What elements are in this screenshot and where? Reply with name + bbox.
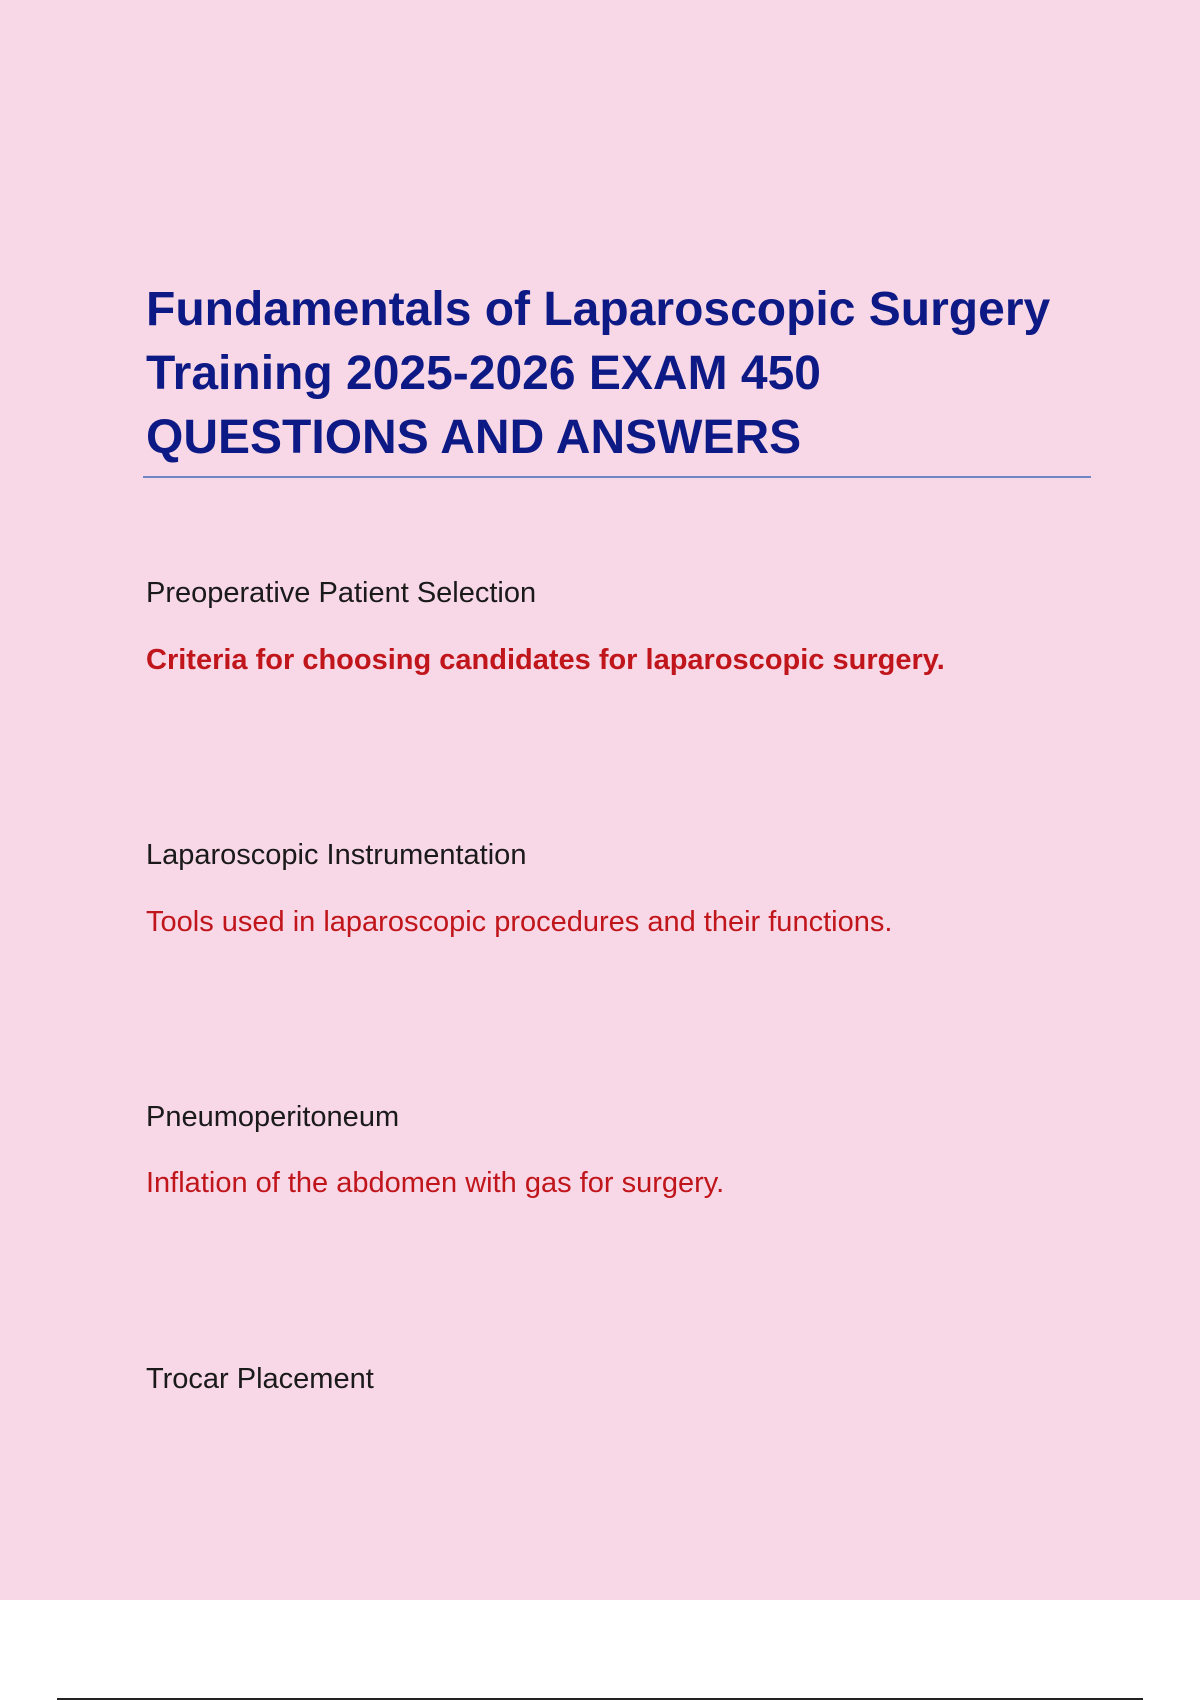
entry-definition: Criteria for choosing candidates for laparoscopic surgery. [146,644,945,676]
entry-definition: Tools used in laparoscopic procedures and their functions. [146,906,893,938]
entry-term: Preoperative Patient Selection [146,577,537,609]
entry-term: Trocar Placement [146,1363,374,1395]
document-title: Fundamentals of Laparoscopic Surgery Training 2025-2026 EXAM 450 QUESTIONS AND ANSWERS [146,283,1051,464]
entry-definition: Inflation of the abdomen with gas for surgery. [146,1167,725,1199]
entry-term: Laparoscopic Instrumentation [146,839,527,871]
title-underline [143,476,1091,478]
entry-term: Pneumoperitoneum [146,1101,400,1133]
